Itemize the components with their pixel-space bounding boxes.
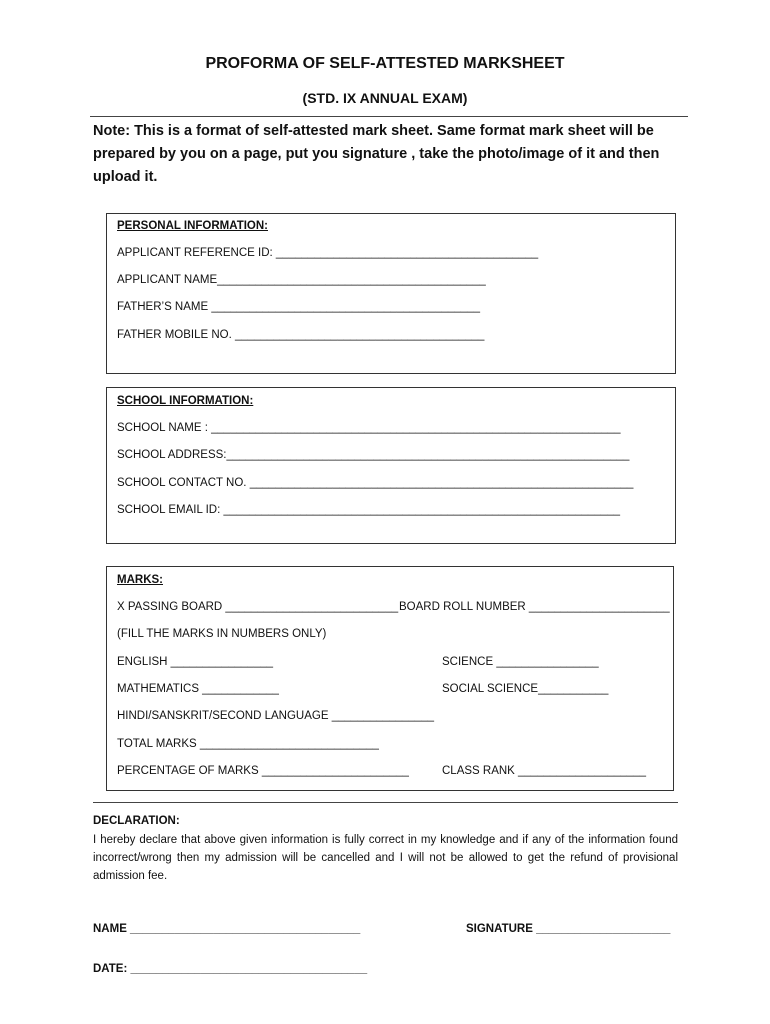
date-field: DATE: _____________________________________: [93, 963, 368, 975]
passing-board-field: X PASSING BOARD ___________________________: [117, 601, 399, 613]
instruction-note: Note: This is a format of self-attested mark sheet. Same format mark sheet will be prepared by you on a page, put you signature , take the photo/image of it and then upload it.: [93, 123, 660, 185]
school-information-heading: SCHOOL INFORMATION:: [117, 395, 254, 407]
school-information-section: [106, 387, 676, 544]
declaration-text: I hereby declare that above given information is fully correct in my knowledge and if any of the information found incorrect/wrong then my admission will be cancelled and I will not be allowed to get the refund of provisional admission fee.: [93, 834, 678, 882]
personal-information-section: [106, 213, 676, 374]
school-address-field: SCHOOL ADDRESS:_______________________________________________________________: [117, 449, 630, 461]
page-subtitle: (STD. IX ANNUAL EXAM): [302, 90, 468, 106]
school-email-field: SCHOOL EMAIL ID: ______________________________________________________________: [117, 504, 621, 516]
board-roll-number-field: BOARD ROLL NUMBER ______________________: [399, 601, 670, 613]
name-signoff-field: NAME ____________________________________: [93, 923, 361, 935]
father-name-field: FATHER’S NAME __________________________________________: [117, 301, 480, 313]
science-marks-field: SCIENCE ________________: [442, 656, 599, 668]
page-title: PROFORMA OF SELF-ATTESTED MARKSHEET: [205, 55, 565, 72]
school-name-field: SCHOOL NAME : ________________________________________________________________: [117, 422, 621, 434]
social-science-marks-field: SOCIAL SCIENCE___________: [442, 683, 609, 695]
english-marks-field: ENGLISH ________________: [117, 656, 274, 668]
marks-section: [106, 566, 674, 791]
marks-instruction: (FILL THE MARKS IN NUMBERS ONLY): [117, 628, 327, 640]
language-marks-field: HINDI/SANSKRIT/SECOND LANGUAGE ________________: [117, 710, 435, 722]
personal-information-heading: PERSONAL INFORMATION:: [117, 220, 268, 232]
signature-field: SIGNATURE _____________________: [466, 923, 671, 935]
declaration-heading: DECLARATION:: [93, 815, 180, 827]
applicant-name-field: APPLICANT NAME__________________________________________: [117, 274, 486, 286]
father-mobile-field: FATHER MOBILE NO. _______________________________________: [117, 329, 485, 341]
percentage-marks-field: PERCENTAGE OF MARKS _______________________: [117, 765, 409, 777]
school-contact-field: SCHOOL CONTACT NO. ____________________________________________________________: [117, 477, 634, 489]
mathematics-marks-field: MATHEMATICS ____________: [117, 683, 279, 695]
declaration-divider: [93, 802, 678, 803]
class-rank-field: CLASS RANK ____________________: [442, 765, 646, 777]
title-divider: [90, 116, 688, 117]
applicant-reference-id-field: APPLICANT REFERENCE ID: _________________________________________: [117, 247, 539, 259]
marks-heading: MARKS:: [117, 574, 163, 586]
total-marks-field: TOTAL MARKS ____________________________: [117, 738, 379, 750]
